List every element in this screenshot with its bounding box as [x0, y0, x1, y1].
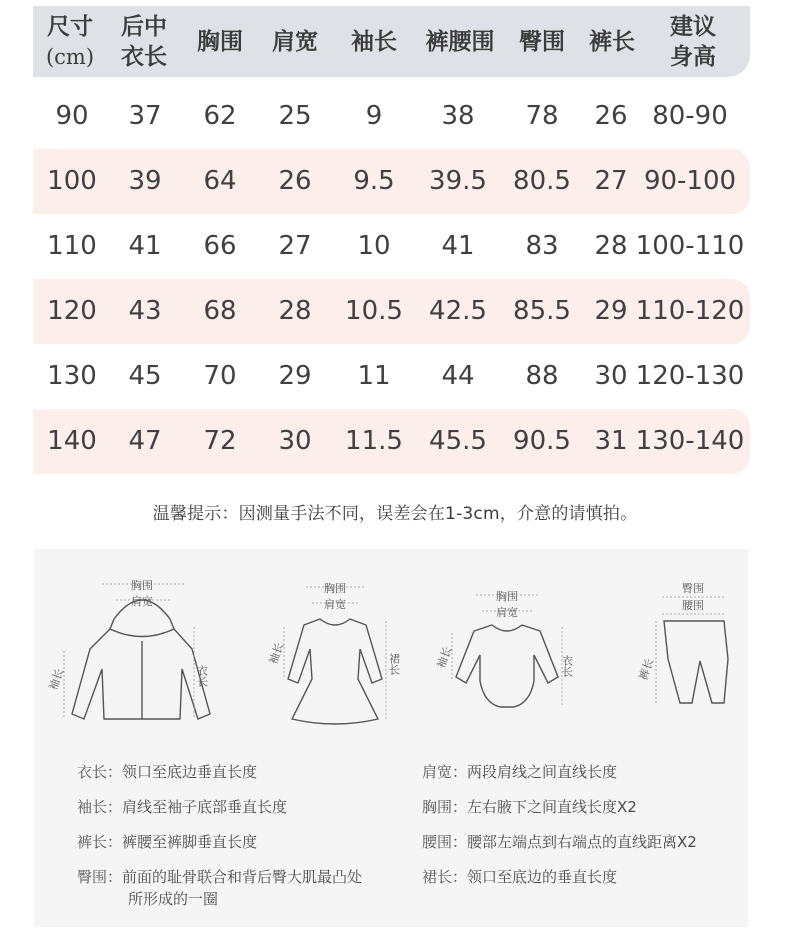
cell-shoulder: 25 — [278, 101, 312, 131]
cell-back-length: 41 — [128, 231, 162, 261]
cell-height: 110-120 — [635, 296, 745, 326]
romper-illustration — [434, 569, 574, 734]
pants-illustration — [628, 569, 738, 734]
cell-sleeve: 9.5 — [353, 166, 395, 196]
cell-back-length: 45 — [128, 361, 162, 391]
cell-back-length: 43 — [128, 296, 162, 326]
table-row — [33, 344, 750, 409]
romper-body — [456, 625, 558, 707]
definition-item — [77, 796, 287, 818]
cell-hip: 83 — [525, 231, 559, 261]
definition-item — [422, 831, 697, 853]
cell-pants-length: 28 — [594, 231, 628, 261]
cell-shoulder: 28 — [278, 296, 312, 326]
definition-desc-continued: 所形成的一圈 — [128, 890, 219, 908]
header-shoulder-label: 肩宽 — [272, 27, 318, 55]
definition-term: 腰围： — [422, 833, 468, 851]
header-pants-waist — [410, 6, 510, 77]
cell-shoulder: 30 — [278, 426, 312, 456]
pants-waist-label: 腰围 — [682, 599, 704, 612]
definition-term: 肩宽： — [422, 763, 468, 781]
definition-desc: 领口至底边垂直长度 — [122, 763, 258, 781]
cell-chest: 66 — [203, 231, 237, 261]
definition-desc: 左右腋下之间直线长度X2 — [467, 798, 637, 816]
definition-desc: 腰部左端点到右端点的直线距离X2 — [467, 833, 697, 851]
cell-back-length: 47 — [128, 426, 162, 456]
definition-term: 衣长： — [77, 763, 123, 781]
cell-sleeve: 10.5 — [345, 296, 403, 326]
romper-chest-label: 胸围 — [496, 590, 518, 603]
definition-term: 裙长： — [422, 868, 468, 886]
definition-term: 袖长： — [77, 798, 123, 816]
dress-chest-label: 胸围 — [324, 582, 346, 595]
definition-desc: 两段肩线之间直线长度 — [467, 763, 618, 781]
pants-hip-label: 臀围 — [682, 582, 704, 595]
header-back-length-l1: 后中 — [121, 12, 167, 40]
cell-back-length: 37 — [128, 101, 162, 131]
header-size-label: 尺寸 — [47, 12, 93, 40]
definition-desc: 裤腰至裤脚垂直长度 — [122, 833, 258, 851]
cell-chest: 72 — [203, 426, 237, 456]
header-pants-length-label: 裤长 — [589, 27, 635, 55]
header-back-length-l2: 衣长 — [121, 42, 167, 70]
cell-hip: 85.5 — [513, 296, 571, 326]
romper-shoulder-label: 肩宽 — [496, 606, 518, 619]
dress-sleeve-label: 袖长 — [266, 640, 287, 667]
cell-size: 140 — [47, 426, 97, 456]
header-back-length — [109, 6, 179, 77]
cell-shoulder: 26 — [278, 166, 312, 196]
header-shoulder — [260, 6, 330, 77]
pants-body — [664, 621, 728, 703]
cell-size: 130 — [47, 361, 97, 391]
cell-pants-length: 27 — [594, 166, 628, 196]
cell-sleeve: 10 — [357, 231, 391, 261]
definition-term: 胸围： — [422, 798, 468, 816]
table-row — [33, 214, 750, 279]
header-suggested-height-l2: 身高 — [670, 42, 716, 70]
definition-item — [422, 796, 637, 818]
romper-length-label: 衣长 — [560, 655, 574, 677]
cell-height: 80-90 — [652, 101, 728, 131]
cell-height: 90-100 — [643, 166, 737, 196]
cell-hip: 88 — [525, 361, 559, 391]
definition-item — [422, 866, 617, 888]
definition-desc: 肩线至袖子底部垂直长度 — [122, 798, 288, 816]
cell-chest: 64 — [203, 166, 237, 196]
cell-shoulder: 29 — [278, 361, 312, 391]
size-table — [33, 6, 750, 456]
romper-sleeve-label: 袖长 — [434, 644, 455, 671]
jacket-chest-label: 胸围 — [131, 579, 153, 592]
cell-chest: 70 — [203, 361, 237, 391]
table-row — [33, 409, 750, 474]
definition-item — [77, 831, 257, 853]
table-row — [33, 149, 750, 214]
header-hip-label: 臀围 — [519, 27, 565, 55]
definition-term: 裤长： — [77, 833, 123, 851]
cell-hip: 90.5 — [513, 426, 571, 456]
cell-pants-length: 29 — [594, 296, 628, 326]
cell-pants-waist: 44 — [441, 361, 475, 391]
cell-size: 90 — [55, 101, 89, 131]
definition-desc: 前面的耻骨联合和背后臀大肌最凸处 — [122, 868, 363, 886]
header-size-unit: (cm) — [45, 44, 95, 69]
header-chest-label: 胸围 — [197, 27, 243, 55]
cell-pants-length: 30 — [594, 361, 628, 391]
cell-chest: 68 — [203, 296, 237, 326]
header-sleeve — [339, 6, 409, 77]
cell-pants-waist: 41 — [441, 231, 475, 261]
cell-sleeve: 11.5 — [345, 426, 403, 456]
cell-shoulder: 27 — [278, 231, 312, 261]
header-pants-length — [577, 6, 647, 77]
dress-length-label: 裙长 — [387, 653, 401, 675]
cell-chest: 62 — [203, 101, 237, 131]
cell-height: 130-140 — [635, 426, 745, 456]
header-size — [35, 6, 105, 77]
cell-pants-waist: 45.5 — [429, 426, 487, 456]
cell-hip: 80.5 — [513, 166, 571, 196]
definition-term: 臀围： — [77, 868, 123, 886]
measurement-guide-panel — [34, 549, 748, 927]
cell-pants-waist: 39.5 — [429, 166, 487, 196]
definition-item — [77, 761, 257, 783]
jacket-illustration — [44, 569, 214, 734]
cell-height: 100-110 — [635, 231, 745, 261]
header-sleeve-label: 袖长 — [351, 27, 397, 55]
cell-size: 120 — [47, 296, 97, 326]
jacket-shoulder-label: 肩宽 — [131, 595, 153, 608]
cell-height: 120-130 — [635, 361, 745, 391]
header-suggested-height-l1: 建议 — [670, 12, 716, 40]
header-pants-waist-label: 裤腰围 — [425, 27, 495, 55]
pants-length-label: 裤长 — [636, 656, 657, 683]
measurement-tip: 温馨提示：因测量手法不同，误差会在1-3cm，介意的请慎拍。 — [152, 504, 638, 524]
cell-pants-waist: 38 — [441, 101, 475, 131]
cell-back-length: 39 — [128, 166, 162, 196]
dress-shoulder-label: 肩宽 — [324, 598, 346, 611]
header-chest — [185, 6, 255, 77]
header-suggested-height — [653, 6, 733, 77]
jacket-length-label: 衣长 — [195, 665, 209, 687]
dress-body — [288, 619, 382, 724]
cell-size: 110 — [47, 231, 97, 261]
cell-size: 100 — [47, 166, 97, 196]
header-hip — [507, 6, 577, 77]
cell-pants-waist: 42.5 — [429, 296, 487, 326]
cell-pants-length: 31 — [594, 426, 628, 456]
cell-sleeve: 11 — [357, 361, 391, 391]
table-row — [33, 84, 750, 149]
table-header — [33, 6, 750, 77]
cell-sleeve: 9 — [365, 101, 383, 131]
cell-hip: 78 — [525, 101, 559, 131]
jacket-sleeve-label: 袖长 — [46, 666, 67, 693]
definition-item — [77, 866, 362, 910]
cell-pants-length: 26 — [594, 101, 628, 131]
definition-item — [422, 761, 617, 783]
jacket-body — [72, 629, 210, 719]
table-row — [33, 279, 750, 344]
dress-illustration — [266, 569, 406, 734]
garment-illustrations — [34, 549, 748, 739]
definition-desc: 领口至底边的垂直长度 — [467, 868, 618, 886]
